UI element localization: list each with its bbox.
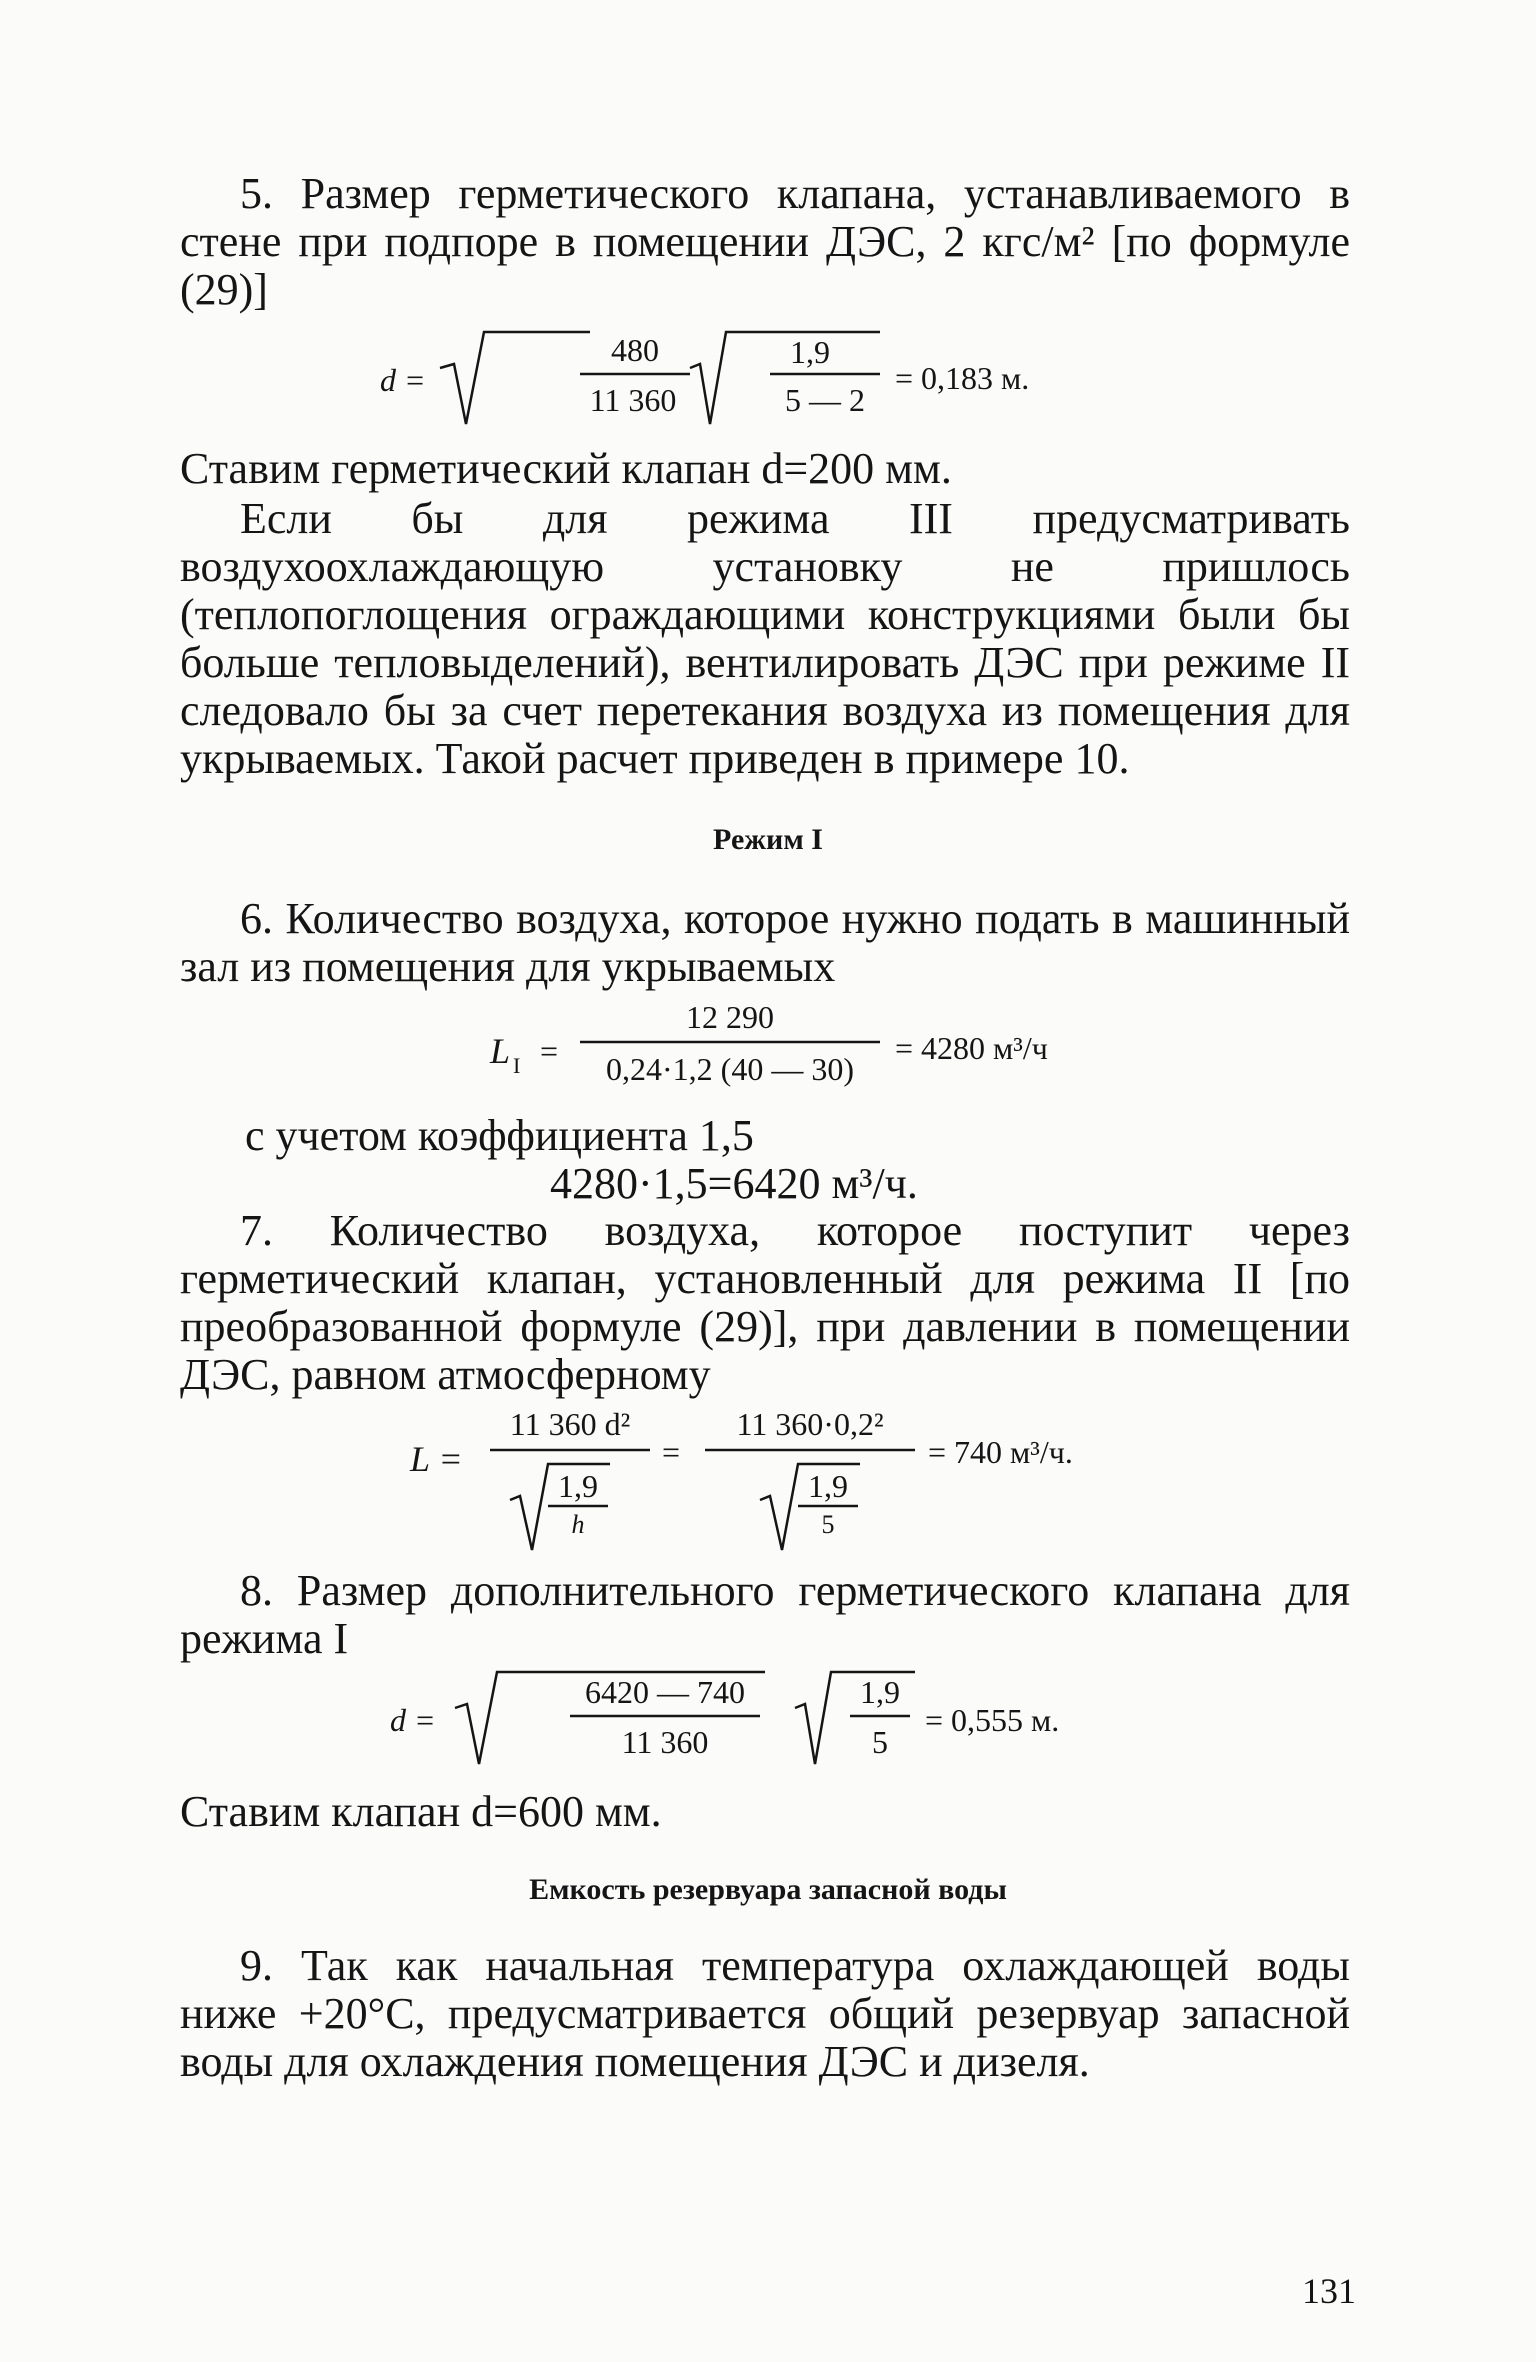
heading-mode-1: Режим I — [713, 823, 823, 856]
page-number: 131 — [1302, 2271, 1356, 2311]
eq4-lhs: d = — [390, 1702, 436, 1738]
eq4-result: = 0,555 м. — [925, 1702, 1060, 1738]
paragraph-5-result: Ставим герметический клапан d=200 мм. — [180, 444, 952, 493]
eq1-num2: 1,9 — [790, 334, 830, 370]
eq2-result: = 4280 м³/ч — [895, 1030, 1048, 1066]
equation-2 — [0, 995, 1536, 1105]
eq3-rden2: 5 — [821, 1510, 835, 1539]
eq3-rnum2: 1,9 — [808, 1468, 848, 1504]
eq3-result: = 740 м³/ч. — [928, 1434, 1073, 1470]
eq2-den: 0,24·1,2 (40 — 30) — [606, 1051, 854, 1087]
paragraph-6-calculation: 4280·1,5=6420 м³/ч. — [550, 1159, 918, 1208]
eq2-num: 12 290 — [686, 999, 774, 1035]
eq2-subscript: I — [513, 1053, 521, 1078]
eq4-den2: 5 — [872, 1724, 888, 1760]
paragraph-8-result: Ставим клапан d=600 мм. — [180, 1787, 662, 1836]
eq4-den1: 11 360 — [621, 1724, 709, 1760]
paragraph-6-coefficient: с учетом коэффициента 1,5 — [245, 1111, 754, 1160]
equation-4 — [0, 1660, 1536, 1770]
eq1-result: = 0,183 м. — [895, 360, 1030, 396]
eq3-rnum1: 1,9 — [558, 1468, 598, 1504]
eq2-equals: = — [540, 1033, 559, 1069]
paragraph-9: 9. Так как начальная температура охлаждающей воды ниже +20°С, предусматривается общий резервуар запасной воды для охлаждения помещения ДЭС и дизеля. — [180, 1941, 1350, 2086]
paragraph-8: 8. Размер дополнительного герметического клапана для режима I — [180, 1566, 1350, 1663]
heading-reservoir: Емкость резервуара запасной воды — [529, 1873, 1007, 1906]
eq1-num1: 480 — [611, 332, 659, 368]
eq1-den1: 11 360 — [589, 382, 677, 418]
eq4-num1: 6420 — 740 — [585, 1674, 745, 1710]
equation-3 — [0, 1400, 1536, 1560]
paragraph-5: 5. Размер герметического клапана, устанавливаемого в стене при подпоре в помещении ДЭС, 2 кгс/м² [по формуле (29)] — [180, 169, 1350, 314]
eq1-lhs: d = — [380, 362, 426, 398]
eq3-rden1: h — [571, 1510, 585, 1539]
eq1-radical-outer — [440, 328, 590, 428]
eq3-equals: = — [662, 1434, 681, 1470]
paragraph-5-note: Если бы для режима III предусматривать воздухоохлаждающую установку не пришлось (теплопоглощения ограждающими конструкциями были бы больше тепловыделений), вентилировать ДЭС при режиме II следовало бы за счет перетекания воздуха из помещения для укрываемых. Такой расчет приведен в примере 10. — [180, 494, 1350, 783]
eq1-den2: 5 — 2 — [785, 382, 865, 418]
eq3-num1: 11 360 d² — [509, 1406, 631, 1442]
equation-1 — [0, 320, 1536, 430]
eq2-lhs: L — [490, 1031, 511, 1071]
eq3-num2: 11 360·0,2² — [736, 1406, 884, 1442]
paragraph-7: 7. Количество воздуха, которое поступит через герметический клапан, установленный для режима II [по преобразованной формуле (29)], при давлении в помещении ДЭС, равном атмосферному — [180, 1206, 1350, 1399]
paragraph-6: 6. Количество воздуха, которое нужно подать в машинный зал из помещения для укрываемых — [180, 894, 1350, 991]
eq3-lhs: L = — [410, 1439, 463, 1479]
eq4-num2: 1,9 — [860, 1674, 900, 1710]
